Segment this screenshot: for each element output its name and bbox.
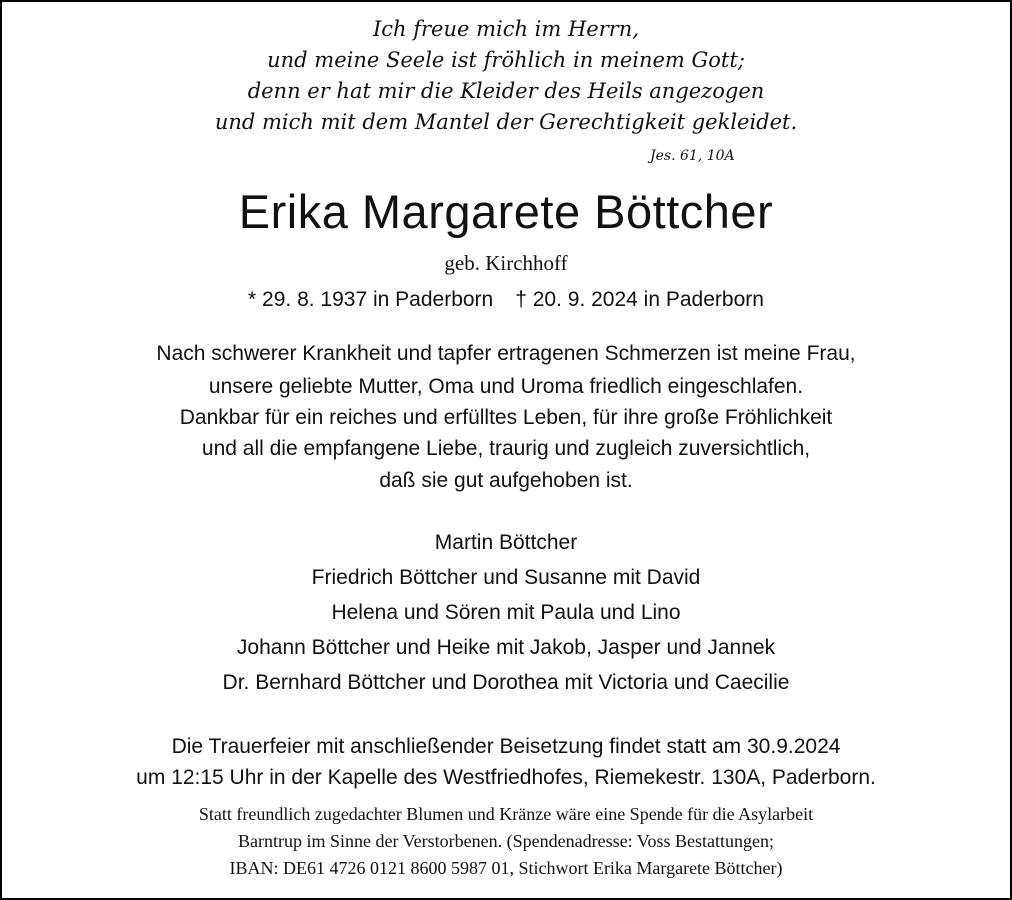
mourner-line: Martin Böttcher (434, 531, 578, 554)
verse-line: und mich mit dem Mantel der Gerechtigkeit gekleidet. (214, 110, 798, 134)
verse-line: und meine Seele ist fröhlich in meinem Gott; (267, 48, 745, 72)
maiden-name: geb. Kirchhoff (444, 251, 568, 275)
message-line: unsere geliebte Mutter, Oma und Uroma friedlich eingeschlafen. (208, 375, 804, 398)
message-line: Nach schwerer Krankheit und tapfer ertragenen Schmerzen ist meine Frau, (156, 342, 856, 365)
message-line: und all die empfangene Liebe, traurig und zugleich zuversichtlich, (201, 437, 811, 460)
donation-line: IBAN: DE61 4726 0121 8600 5987 01, Stichwort Erika Margarete Böttcher) (229, 858, 783, 878)
donation-line: Barntrup im Sinne der Verstorbenen. (Spendenadresse: Voss Bestattungen; (238, 831, 774, 851)
birth-date: * 29. 8. 1937 in Paderborn (248, 288, 494, 311)
life-dates (2, 288, 1010, 312)
mourner-line: Johann Böttcher und Heike mit Jakob, Jasper und Jannek (236, 636, 776, 659)
verse-line: denn er hat mir die Kleider des Heils angezogen (247, 79, 765, 103)
funeral-line: Die Trauerfeier mit anschließender Beisetzung findet statt am 30.9.2024 (171, 735, 841, 758)
mourner-line: Dr. Bernhard Böttcher und Dorothea mit Victoria und Caecilie (222, 671, 790, 694)
donation-line: Statt freundlich zugedachter Blumen und Kränze wäre eine Spende für die Asylarbeit (198, 804, 814, 824)
death-date: † 20. 9. 2024 in Paderborn (515, 288, 764, 311)
message-line: daß sie gut aufgehoben ist. (379, 469, 633, 492)
deceased-name: Erika Margarete Böttcher (238, 185, 774, 238)
verse-reference: Jes. 61, 10A (650, 148, 735, 164)
verse-line: Ich freue mich im Herrn, (372, 17, 640, 41)
message-line: Dankbar für ein reiches und erfülltes Leben, für ihre große Fröhlichkeit (179, 406, 833, 429)
mourner-line: Friedrich Böttcher und Susanne mit David (311, 566, 701, 589)
mourner-line: Helena und Sören mit Paula und Lino (331, 601, 681, 624)
funeral-line: um 12:15 Uhr in der Kapelle des Westfriedhofes, Riemekestr. 130A, Paderborn. (136, 766, 876, 789)
